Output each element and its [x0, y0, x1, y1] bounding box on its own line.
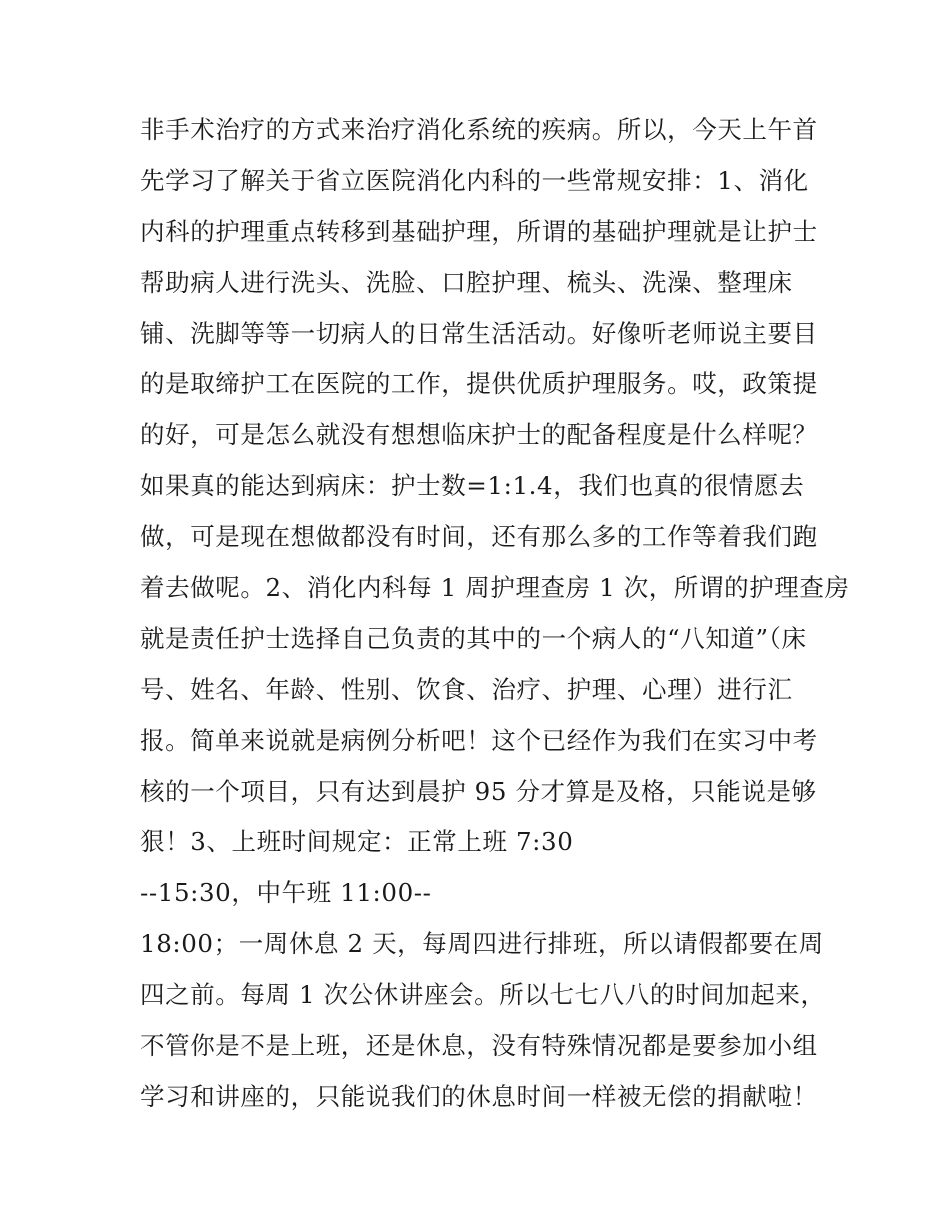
text-line: 号、姓名、年龄、性别、饮食、治疗、护理、心理）进行汇 — [140, 674, 793, 704]
text-line: 的好，可是怎么就没有想想临床护士的配备程度是什么样呢？ — [140, 420, 818, 450]
text-line: 报。简单来说就是病例分析吧！这个已经作为我们在实习中考 — [140, 725, 818, 755]
text-line: 学习和讲座的，只能说我们的休息时间一样被无偿的捐献啦！ — [140, 1081, 818, 1111]
text-line: 不管你是不是上班，还是休息，没有特殊情况都是要参加小组 — [140, 1031, 818, 1061]
text-line: 先学习了解关于省立医院消化内科的一些常规安排：1、消化 — [140, 165, 809, 195]
text-line: 18:00；一周休息 2 天，每周四进行排班，所以请假都要在周 — [140, 929, 824, 959]
text-line: 核的一个项目，只有达到晨护 95 分才算是及格，只能说是够 — [140, 776, 817, 806]
text-line: 做，可是现在想做都没有时间，还有那么多的工作等着我们跑 — [140, 522, 818, 552]
body-text — [140, 105, 850, 1123]
text-line: 的是取缔护工在医院的工作，提供优质护理服务。哎，政策提 — [140, 369, 818, 399]
text-line: 帮助病人进行洗头、洗脸、口腔护理、梳头、洗澡、整理床 — [140, 267, 793, 297]
text-line: --15:30，中午班 11:00-- — [140, 878, 432, 908]
text-line: 如果真的能达到病床：护士数=1:1.4，我们也真的很情愿去 — [140, 471, 805, 501]
text-line: 非手术治疗的方式来治疗消化系统的疾病。所以，今天上午首 — [140, 115, 818, 144]
text-line: 就是责任护士选择自己负责的其中的一个病人的“八知道”（床 — [140, 623, 807, 653]
text-line: 铺、洗脚等等一切病人的日常生活活动。好像听老师说主要目 — [140, 318, 818, 348]
text-line: 内科的护理重点转移到基础护理，所谓的基础护理就是让护士 — [140, 216, 818, 246]
text-line: 狠！3、上班时间规定：正常上班 7:30 — [140, 827, 574, 857]
text-line: 着去做呢。2、消化内科每 1 周护理查房 1 次，所谓的护理查房 — [140, 573, 850, 603]
text-line: 四之前。每周 1 次公休讲座会。所以七七八八的时间加起来， — [140, 980, 826, 1010]
